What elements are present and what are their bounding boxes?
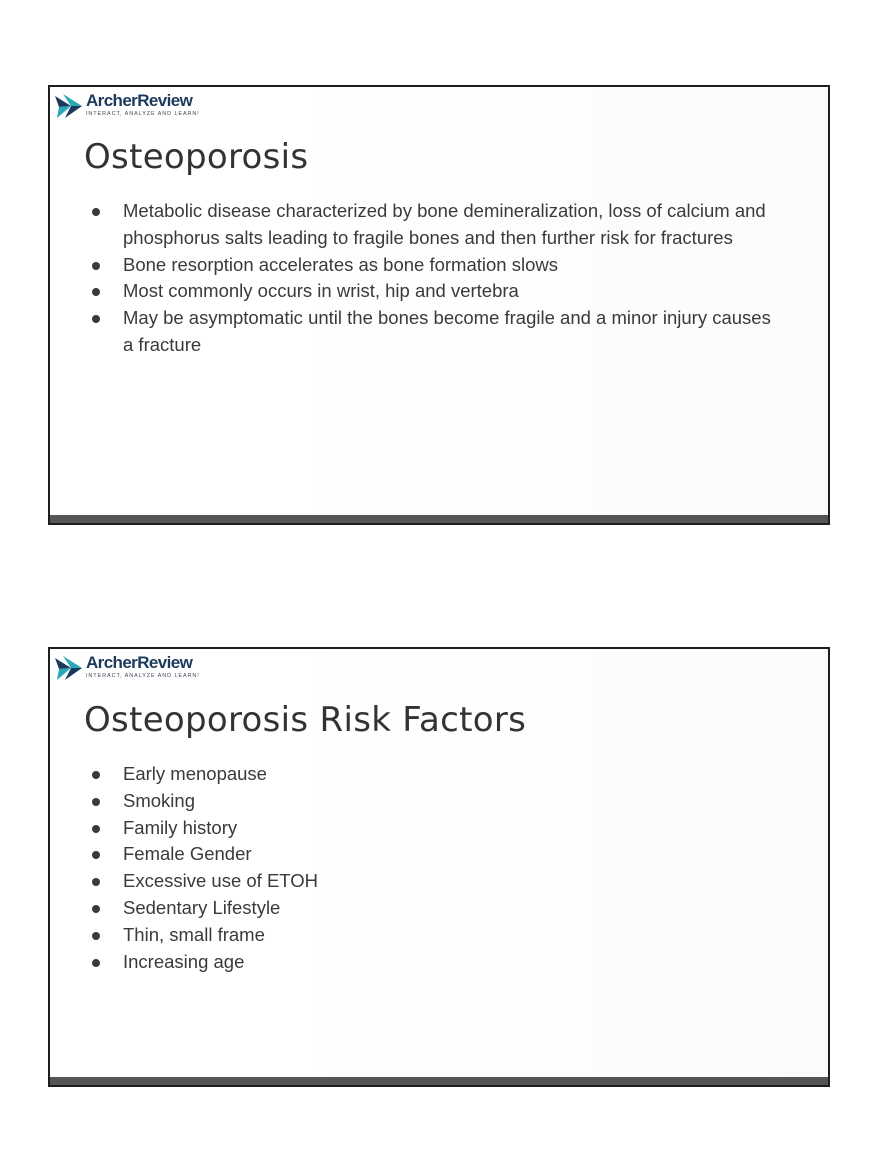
bullet-text: Female Gender — [123, 843, 252, 865]
bullet-text: Bone resorption accelerates as bone formation slows — [123, 253, 558, 275]
bullet-dot-icon — [92, 288, 100, 296]
bullet-text: Excessive use of ETOH — [123, 870, 319, 892]
bullet-dot-icon — [92, 262, 100, 270]
slide-title: Osteoporosis Risk Factors — [84, 700, 527, 740]
bullet-dot-icon — [92, 771, 100, 779]
bullet-text: Metabolic disease characterized by bone demineralization, loss of calcium and phosphorus salts leading to fragile bones and then further risk for fractures — [123, 200, 766, 248]
archer-arrow-icon — [55, 93, 83, 119]
bullet-text: Increasing age — [123, 950, 245, 972]
bullet-item — [88, 278, 778, 305]
bullet-text: Most commonly occurs in wrist, hip and vertebra — [123, 280, 519, 302]
slide-footer-bar — [50, 515, 828, 523]
archer-review-logo — [55, 91, 215, 119]
bullet-dot-icon — [92, 798, 100, 806]
brand-tagline: INTERACT, ANALYZE AND LEARN! — [86, 673, 200, 679]
bullet-item — [88, 868, 778, 895]
slide-footer-bar — [50, 1077, 828, 1085]
bullet-dot-icon — [92, 825, 100, 833]
bullet-text: Sedentary Lifestyle — [123, 896, 281, 918]
bullet-item — [88, 788, 778, 815]
bullet-item — [88, 252, 778, 279]
slide-osteoporosis-risk-factors — [48, 647, 830, 1087]
bullet-text: Family history — [123, 816, 238, 838]
bullet-item — [88, 305, 778, 359]
bullet-item — [88, 761, 778, 788]
bullet-dot-icon — [92, 315, 100, 323]
bullet-item — [88, 895, 778, 922]
bullet-item — [88, 198, 778, 252]
brand-tagline: INTERACT, ANALYZE AND LEARN! — [86, 111, 200, 117]
brand-name: ArcherReview — [86, 91, 193, 110]
archer-review-logo — [55, 653, 215, 681]
bullet-list — [88, 761, 778, 975]
bullet-list — [88, 198, 778, 359]
bullet-dot-icon — [92, 959, 100, 967]
bullet-text: Smoking — [123, 789, 195, 811]
brand-name: ArcherReview — [86, 653, 193, 672]
bullet-item — [88, 922, 778, 949]
archer-arrow-icon — [55, 655, 83, 681]
slide-title: Osteoporosis — [84, 137, 309, 177]
bullet-text: Early menopause — [123, 763, 267, 784]
slide-osteoporosis — [48, 85, 830, 525]
bullet-dot-icon — [92, 208, 100, 216]
bullet-item — [88, 841, 778, 868]
bullet-dot-icon — [92, 932, 100, 940]
bullet-dot-icon — [92, 851, 100, 859]
bullet-item — [88, 815, 778, 842]
bullet-text: Thin, small frame — [123, 923, 265, 945]
bullet-text: May be asymptomatic until the bones become fragile and a minor injury causes a fracture — [123, 307, 771, 355]
bullet-dot-icon — [92, 878, 100, 886]
bullet-dot-icon — [92, 905, 100, 913]
bullet-item — [88, 949, 778, 976]
